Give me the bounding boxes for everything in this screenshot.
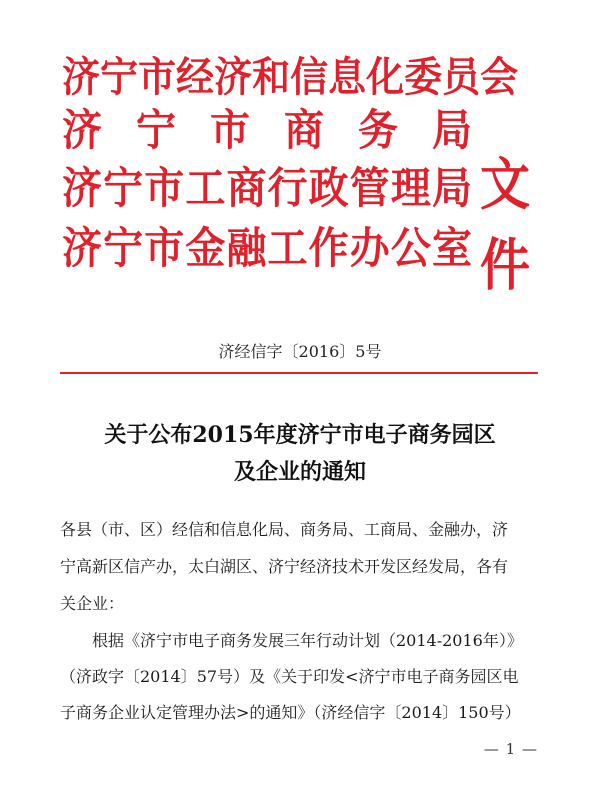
body-line: 各县（市、区）经信和信息化局、商务局、工商局、金融办，济 (60, 520, 509, 539)
issuer-char: 融 (226, 223, 267, 274)
issuer-line-economic-info-commission (62, 52, 519, 102)
issuer-char: 市 (144, 223, 185, 274)
document-label: 文件 (480, 152, 528, 298)
issuer-char: 员 (442, 52, 481, 101)
issuer-char: 市 (138, 52, 177, 101)
notice-title-line-2: 及企业的通知 (233, 459, 366, 485)
document-number: 济经信字〔2016〕5号 (218, 342, 382, 361)
issuer-char: 济 (214, 52, 253, 101)
issuer-char: 理 (390, 163, 431, 214)
issuer-char: 息 (328, 52, 367, 101)
issuer-char: 公 (390, 223, 431, 274)
issuer-char: 室 (431, 223, 472, 274)
issuer-char: 作 (308, 223, 349, 274)
issuer-char: 政 (308, 163, 349, 214)
issuer-char: 行 (267, 163, 308, 214)
issuer-char: 宁 (136, 105, 176, 156)
issuer-char: 局 (432, 105, 472, 156)
issuer-char: 工 (267, 223, 308, 274)
issuer-char: 委 (404, 52, 443, 101)
issuer-char: 宁 (103, 223, 144, 274)
issuer-char: 济 (62, 52, 101, 101)
issuer-char: 和 (252, 52, 291, 101)
body-line: 子商务企业认定管理办法>的通知》（济经信字〔2014〕150号） (60, 703, 521, 722)
issuer-char: 化 (366, 52, 405, 101)
notice-title-line-1: 关于公布2015年度济宁市电子商务园区 (104, 422, 496, 448)
issuer-char: 工 (185, 163, 226, 214)
issuer-char: 济 (62, 223, 102, 274)
issuer-char: 局 (431, 163, 472, 214)
issuing-authorities-header (62, 48, 532, 298)
page-number: — 1 — (483, 740, 538, 758)
issuer-char: 会 (480, 52, 519, 101)
body-line: 关企业： (60, 594, 125, 613)
body-line: （济政字〔2014〕57号）及《关于印发<济宁市电子商务园区电 (60, 667, 519, 686)
issuer-char: 经 (176, 52, 215, 101)
issuer-line-finance-office (62, 224, 472, 274)
issuer-char: 办 (349, 223, 390, 274)
issuer-char: 宁 (100, 52, 139, 101)
issuer-char: 市 (210, 105, 250, 156)
issuer-char: 信 (290, 52, 329, 101)
body-line: 宁高新区信产办，太白湖区、济宁经济技术开发区经发局，各有 (60, 557, 509, 576)
body-line: 根据《济宁市电子商务发展三年行动计划（2014-2016年）》 (60, 631, 523, 650)
issuer-char: 济 (62, 105, 102, 156)
issuer-char: 金 (185, 223, 226, 274)
issuer-char: 市 (144, 163, 185, 214)
issuer-char: 商 (284, 105, 324, 156)
issuer-char: 济 (62, 163, 102, 214)
issuer-char: 务 (358, 105, 398, 156)
red-divider-line (60, 372, 538, 374)
issuer-line-commerce-bureau (62, 106, 472, 156)
issuer-char: 宁 (103, 163, 144, 214)
issuer-line-industry-commerce-bureau (62, 164, 472, 214)
issuer-char: 管 (349, 163, 390, 214)
issuer-char: 商 (226, 163, 267, 214)
